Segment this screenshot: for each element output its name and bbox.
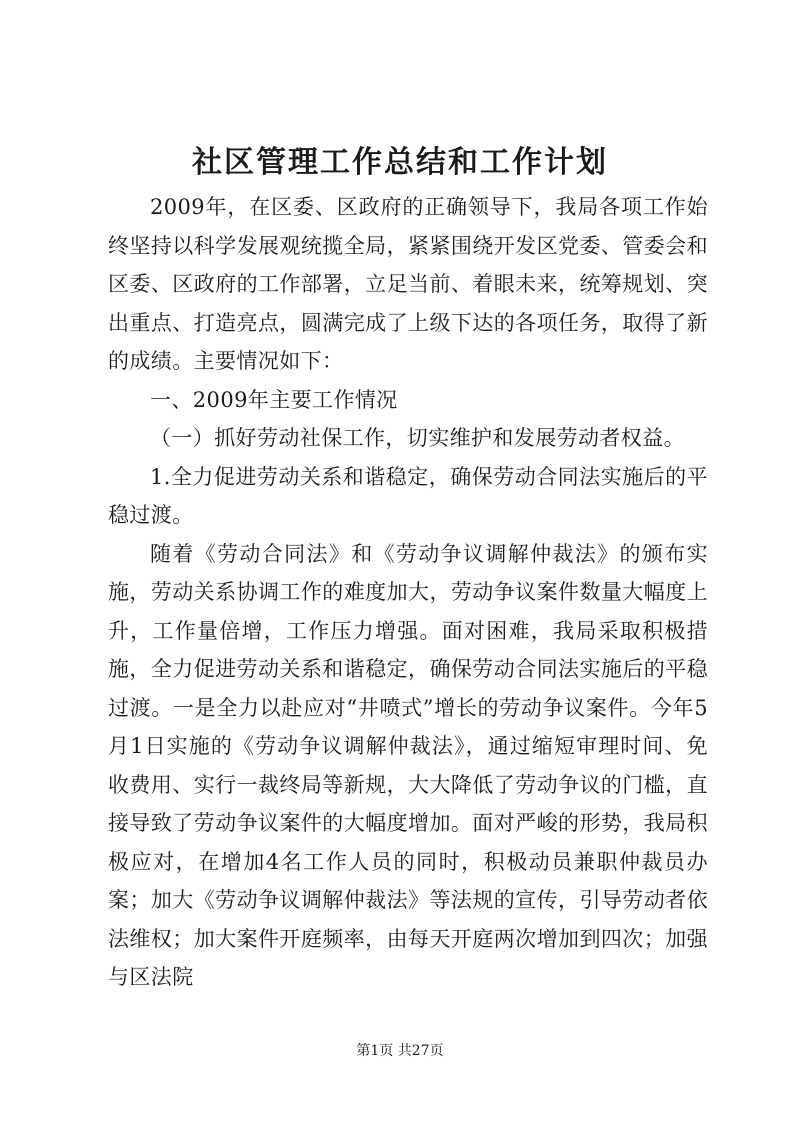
subsection-heading: （一）抓好劳动社保工作，切实维护和发展劳动者权益。 bbox=[150, 426, 685, 450]
section-heading: 一、2009年主要工作情况 bbox=[150, 387, 398, 412]
page-number-footer: 第1页 共27页 bbox=[356, 1043, 444, 1059]
document-title: 社区管理工作总结和工作计划 bbox=[192, 145, 608, 180]
paragraph-intro: 2009年，在区委、区政府的正确领导下，我局各项工作始终坚持以科学发展观统揽全局，紧紧围绕开发区党委、管委会和区委、区政府的工作部署，立足当前、着眼未来，统筹规划、突出重点、打造亮点，圆满完成了上级下达的各项任务，取得了新的成绩。主要情况如下： bbox=[108, 195, 708, 373]
document-body bbox=[108, 188, 708, 997]
item-heading: 1.全力促进劳动关系和谐稳定，确保劳动合同法实施后的平稳过渡。 bbox=[108, 464, 708, 527]
paragraph-body: 随着《劳动合同法》和《劳动争议调解仲裁法》的颁布实施，劳动关系协调工作的难度加大，劳动争议案件数量大幅度上升，工作量倍增，工作压力增强。面对困难，我局采取积极措施，全力促进劳动关系和谐稳定，确保劳动合同法实施后的平稳过渡。一是全力以赴应对“井喷式”增长的劳动争议案件。今年5月1日实施的《劳动争议调解仲裁法》，通过缩短审理时间、免收费用、实行一裁终局等新规，大大降低了劳动争议的门槛，直接导致了劳动争议案件的大幅度增加。面对严峻的形势，我局积极应对，在增加4名工作人员的同时，积极动员兼职仲裁员办案；加大《劳动争议调解仲裁法》等法规的宣传，引导劳动者依法维权；加大案件开庭频率，由每天开庭两次增加到四次；加强与区法院 bbox=[108, 541, 708, 989]
